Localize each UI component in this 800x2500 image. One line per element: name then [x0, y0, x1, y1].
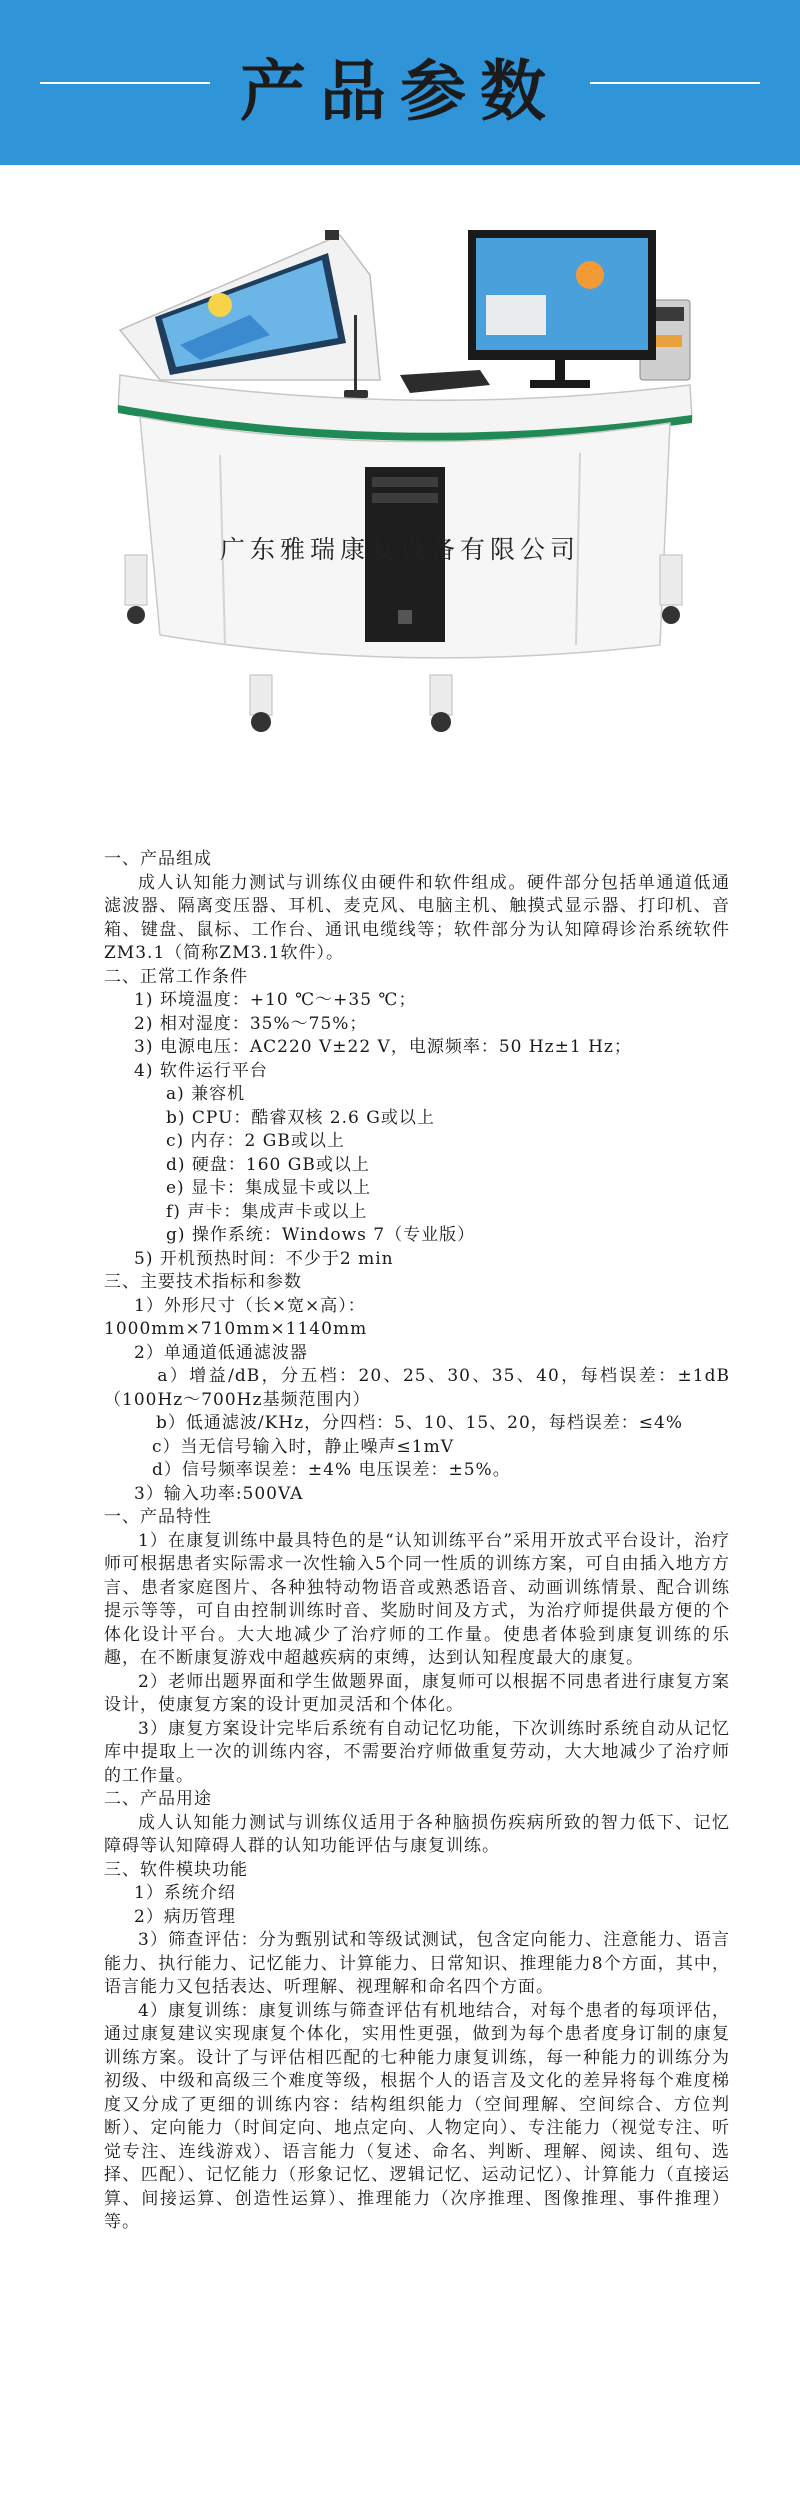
spec-line: 4）康复训练：康复训练与筛查评估有机地结合，对每个患者的每项评估，通过康复建议实现康复个体化，实用性更强，做到为每个患者度身订制的康复训练方案。设计了与评估相匹配的七种能力康复训练，每一种能力的训练分为初级、中级和高级三个难度等级，根据个人的语言及文化的差异将每个难度梯度又分成了更细的训练内容：结构组织能力（空间理解、空间综合、方位判断）、定向能力（时间定向、地点定向、人物定向）、专注能力（视觉专注、听觉专注、连线游戏）、语言能力（复述、命名、判断、理解、阅读、组句、选择、匹配）、记忆能力（形象记忆、逻辑记忆、运动记忆）、计算能力（直接运算、间接运算、创造性运算）、推理能力（次序推理、图像推理、事件推理）等。	[104, 2000, 730, 2232]
spec-line: b）低通滤波/KHz，分四档：5、10、15、20，每档误差：≤4%	[138, 1413, 684, 1433]
spec-line: f) 声卡：集成声卡或以上	[166, 1201, 368, 1222]
spec-text	[104, 848, 730, 2235]
spec-line: d）信号频率误差：±4% 电压误差：±5%。	[152, 1460, 511, 1480]
spec-line: 1）在康复训练中最具特色的是“认知训练平台”采用开放式平台设计，治疗师可根据患者实际需求一次性输入5个同一性质的训练方案，可自由插入地方方言、患者家庭图片、各种独特动物语音或熟悉语音、动画训练情景、配合训练提示等等，可自由控制训练时音、奖励时间及方式，为治疗师提供最方便的个体化设计平台。大大地减少了治疗师的工作量。使患者体验到康复训练的乐趣，在不断康复游戏中超越疾病的束缚，达到认知程度最大的康复。	[104, 1530, 730, 1668]
spec-line: 1）外形尺寸（长×宽×高）：	[134, 1295, 366, 1316]
spec-line: 1）系统介绍	[134, 1883, 236, 1903]
spec-line: c）当无信号输入时，静止噪声≤1mV	[152, 1436, 454, 1457]
page-title: 产品参数	[240, 52, 560, 130]
company-watermark: 广东雅瑞康复设备有限公司	[219, 535, 580, 564]
spec-line: a) 兼容机	[166, 1084, 246, 1104]
spec-line: 2）单通道低通滤波器	[134, 1342, 308, 1363]
spec-line: 3）输入功率:500VA	[134, 1483, 304, 1504]
spec-line: 3）筛查评估：分为甄别试和等级试测试，包含定向能力、注意能力、语言能力、执行能力、记忆能力、计算能力、日常知识、推理能力8个方面，其中，语言能力又包括表达、听理解、视理解和命名四个方面。	[104, 1930, 730, 1997]
spec-line: 一、产品组成	[104, 849, 212, 869]
spec-line: d) 硬盘：160 GB或以上	[166, 1154, 370, 1175]
header-rule-right	[590, 82, 760, 84]
spec-line: 1000mm×710mm×1140mm	[104, 1319, 368, 1339]
spec-line: 3) 电源电压：AC220 V±22 V，电源频率：50 Hz±1 Hz；	[134, 1037, 632, 1057]
spec-line: 3）康复方案设计完毕后系统有自动记忆功能，下次训练时系统自动从记忆库中提取上一次的训练内容，不需要治疗师做重复劳动，大大地减少了治疗师的工作量。	[104, 1718, 730, 1786]
spec-line: c) 内存：2 GB或以上	[166, 1131, 345, 1151]
spec-line: a）增益/dB，分五档：20、25、30、35、40，每档误差：±1dB（100Hz～700Hz基频范围内）	[104, 1366, 730, 1410]
spec-line: 5) 开机预热时间：不少于2 min	[134, 1248, 394, 1269]
spec-line: 4) 软件运行平台	[134, 1060, 268, 1081]
spec-line: e) 显卡：集成显卡或以上	[166, 1178, 372, 1198]
spec-line: g) 操作系统：Windows 7（专业版）	[166, 1225, 476, 1245]
header-banner	[0, 0, 800, 165]
product-photo	[100, 205, 700, 745]
spec-line: 一、产品特性	[104, 1507, 212, 1527]
spec-line: 二、产品用途	[104, 1789, 212, 1809]
spec-line: 2) 相对湿度：35%～75%；	[134, 1013, 368, 1034]
spec-line: 成人认知能力测试与训练仪由硬件和软件组成。硬件部分包括单通道低通滤波器、隔离变压器、耳机、麦克风、电脑主机、触摸式显示器、打印机、音箱、键盘、鼠标、工作台、通讯电缆线等；软件部分为认知障碍诊治系统软件ZM3.1（简称ZM3.1软件）。	[104, 872, 730, 963]
spec-line: 2）老师出题界面和学生做题界面，康复师可以根据不同患者进行康复方案设计，使康复方案的设计更加灵活和个体化。	[104, 1671, 730, 1715]
spec-line: b) CPU：酷睿双核 2.6 G或以上	[166, 1107, 435, 1128]
spec-line: 二、正常工作条件	[104, 966, 248, 987]
spec-line: 2）病历管理	[134, 1906, 236, 1927]
spec-line: 三、主要技术指标和参数	[104, 1272, 302, 1292]
spec-line: 成人认知能力测试与训练仪适用于各种脑损伤疾病所致的智力低下、记忆障碍等认知障碍人群的认知功能评估与康复训练。	[104, 1812, 730, 1856]
spec-line: 1) 环境温度：+10 ℃～+35 ℃；	[134, 990, 417, 1010]
spec-line: 三、软件模块功能	[104, 1859, 248, 1880]
